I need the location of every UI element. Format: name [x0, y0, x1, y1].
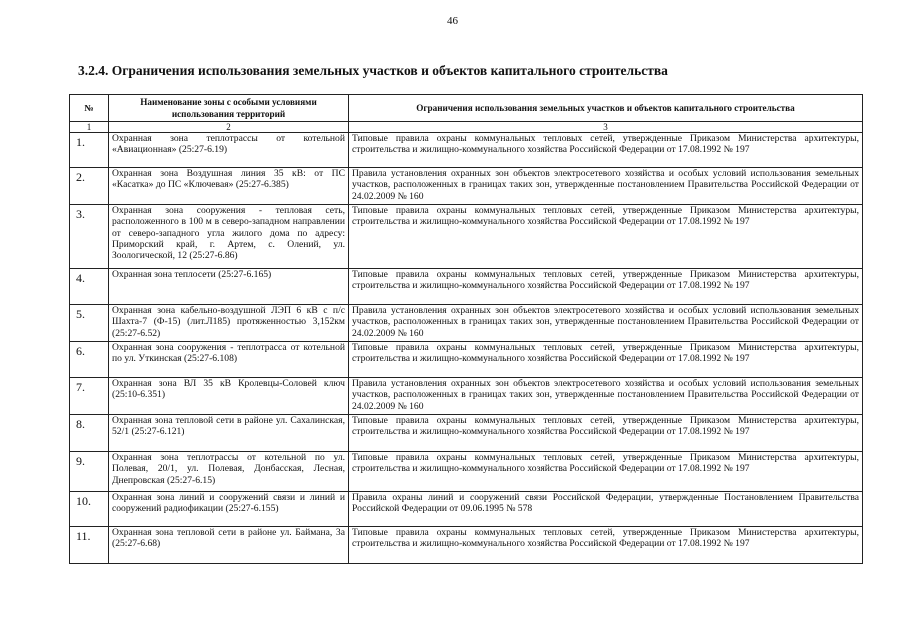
table-row [70, 527, 863, 564]
table-row [70, 415, 863, 452]
section-title: 3.2.4. Ограничения использования земельных участков и объектов капитального строительства [78, 63, 668, 78]
row-number: 5. [70, 305, 109, 342]
page-number: 46 [447, 15, 458, 27]
restriction-text: Типовые правила охраны коммунальных тепловых сетей, утвержденные Приказом Министерства архитектуры, строительства и жилищно-коммунального хозяйства Российской Федерации от 17.08.1992 № 197 [349, 133, 863, 168]
table-row [70, 492, 863, 527]
zone-name: Охранная зона теплотрассы от котельной «Авиационная» (25:27-6.19) [109, 133, 349, 168]
zone-name: Охранная зона теплотрассы от котельной по ул. Полевая, 20/1, ул. Полевая, Донбасская, Лесная, Днепровская (25:27-6.15) [109, 452, 349, 492]
row-number: 10. [70, 492, 109, 527]
zone-name: Охранная зона сооружения - теплотрасса от котельной по ул. Уткинская (25:27-6.108) [109, 342, 349, 378]
row-number: 6. [70, 342, 109, 378]
table-row [70, 452, 863, 492]
row-number: 4. [70, 269, 109, 305]
row-number: 2. [70, 168, 109, 205]
table-header [70, 95, 863, 133]
zone-name: Охранная зона тепловой сети в районе ул. Баймана, 3а (25:27-6.68) [109, 527, 349, 564]
table-row [70, 269, 863, 305]
header-restrictions: Ограничения использования земельных участков и объектов капитального строительства [349, 95, 863, 122]
table-row [70, 342, 863, 378]
zone-name: Охранная зона сооружения - тепловая сеть, расположенного в 100 м в северо-западном направлении от северо-западного угла жилого дома по адресу: Приморский край, г. Артем, с. Олений, ул. Зоологической, 12 (25:27-6.86) [109, 205, 349, 269]
restriction-text: Типовые правила охраны коммунальных тепловых сетей, утвержденные Приказом Министерства архитектуры, строительства и жилищно-коммунального хозяйства Российской Федерации от 17.08.1992 № 197 [349, 269, 863, 305]
restrictions-table [69, 94, 863, 564]
restriction-text: Правила установления охранных зон объектов электросетевого хозяйства и особых условий использования земельных участков, расположенных в границах таких зон, утвержденные постановлением Правительства Российской Федерации от 24.02.2009 № 160 [349, 305, 863, 342]
row-number: 3. [70, 205, 109, 269]
table-body [70, 133, 863, 564]
table-row [70, 205, 863, 269]
header-zone-name: Наименование зоны с особыми условиями использования территорий [109, 95, 349, 122]
restriction-text: Типовые правила охраны коммунальных тепловых сетей, утвержденные Приказом Министерства архитектуры, строительства и жилищно-коммунального хозяйства Российской Федерации от 17.08.1992 № 197 [349, 452, 863, 492]
restriction-text: Типовые правила охраны коммунальных тепловых сетей, утвержденные Приказом Министерства архитектуры, строительства и жилищно-коммунального хозяйства Российской Федерации от 17.08.1992 № 197 [349, 415, 863, 452]
restriction-text: Типовые правила охраны коммунальных тепловых сетей, утвержденные Приказом Министерства архитектуры, строительства и жилищно-коммунального хозяйства Российской Федерации от 17.08.1992 № 197 [349, 527, 863, 564]
zone-name: Охранная зона тепловой сети в районе ул. Сахалинская, 52/1 (25:27-6.121) [109, 415, 349, 452]
column-number-2: 2 [109, 122, 349, 133]
table-row [70, 305, 863, 342]
column-number-1: 1 [70, 122, 109, 133]
table-row [70, 378, 863, 415]
zone-name: Охранная зона теплосети (25:27-6.165) [109, 269, 349, 305]
zone-name: Охранная зона кабельно-воздушной ЛЭП 6 кВ с п/с Шахта-7 (Ф-15) (лит.Л185) протяженностью 3,152км (25:27-6.52) [109, 305, 349, 342]
restriction-text: Правила установления охранных зон объектов электросетевого хозяйства и особых условий использования земельных участков, расположенных в границах таких зон, утвержденные постановлением Правительства Российской Федерации от 24.02.2009 № 160 [349, 378, 863, 415]
restriction-text: Правила охраны линий и сооружений связи Российской Федерации, утвержденные Постановлением Правительства Российской Федерации от 09.06.1995 № 578 [349, 492, 863, 527]
column-number-3: 3 [349, 122, 863, 133]
table-row [70, 133, 863, 168]
header-number: № [70, 95, 109, 122]
table-row [70, 168, 863, 205]
restriction-text: Типовые правила охраны коммунальных тепловых сетей, утвержденные Приказом Министерства архитектуры, строительства и жилищно-коммунального хозяйства Российской Федерации от 17.08.1992 № 197 [349, 205, 863, 269]
row-number: 9. [70, 452, 109, 492]
row-number: 1. [70, 133, 109, 168]
zone-name: Охранная зона линий и сооружений связи и линий и сооружений радиофикации (25:27-6.155) [109, 492, 349, 527]
zone-name: Охранная зона ВЛ 35 кВ Кролевцы-Соловей ключ (25:10-6.351) [109, 378, 349, 415]
restriction-text: Правила установления охранных зон объектов электросетевого хозяйства и особых условий использования земельных участков, расположенных в границах таких зон, утвержденные постановлением Правительства Российской Федерации от 24.02.2009 № 160 [349, 168, 863, 205]
zone-name: Охранная зона Воздушная линия 35 кВ: от ПС «Касатка» до ПС «Ключевая» (25:27-6.385) [109, 168, 349, 205]
row-number: 7. [70, 378, 109, 415]
restriction-text: Типовые правила охраны коммунальных тепловых сетей, утвержденные Приказом Министерства архитектуры, строительства и жилищно-коммунального хозяйства Российской Федерации от 17.08.1992 № 197 [349, 342, 863, 378]
row-number: 8. [70, 415, 109, 452]
row-number: 11. [70, 527, 109, 564]
